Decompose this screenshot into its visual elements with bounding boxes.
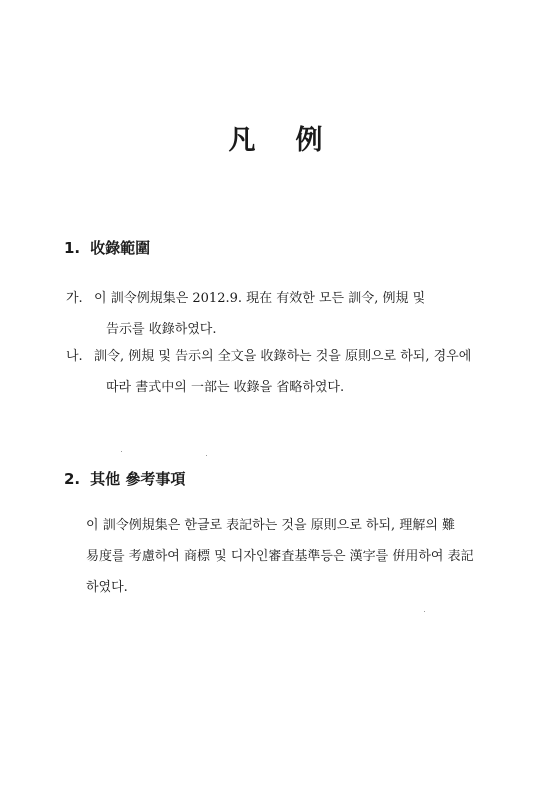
item-b-line-2: 따라 書式中의 一部는 收錄을 省略하였다. xyxy=(106,380,345,395)
section-1-number: 1. xyxy=(64,239,81,257)
item-b-marker: 나. xyxy=(66,349,83,364)
item-a-marker: 가. xyxy=(66,291,83,306)
paragraph-line-2: 易度를 考慮하여 商標 및 디자인審査基準등은 漢字를 倂用하여 表記 xyxy=(86,549,474,564)
section-2-number: 2. xyxy=(64,470,81,488)
scan-speck xyxy=(206,455,207,456)
item-a-line-2: 告示를 收錄하였다. xyxy=(106,322,217,337)
section-1-item-b xyxy=(66,341,506,403)
paragraph-line-1: 이 訓令例規集은 한글로 表記하는 것을 原則으로 하되, 理解의 難 xyxy=(86,518,456,533)
section-1-title: 收錄範圍 xyxy=(90,239,151,257)
section-2-heading xyxy=(64,468,185,489)
scan-speck xyxy=(424,611,425,612)
item-a-line-1: 이 訓令例規集은 2012.9. 現在 有效한 모든 訓令, 例規 및 xyxy=(94,291,426,306)
section-1-heading xyxy=(64,237,150,258)
section-1-item-a xyxy=(66,283,506,345)
scan-speck xyxy=(121,451,122,452)
title-char-1: 凡 xyxy=(228,125,256,156)
item-b-line-1: 訓令, 例規 및 告示의 全文을 收錄하는 것을 原則으로 하되, 경우에 xyxy=(94,349,472,364)
section-2-title: 其他 參考事項 xyxy=(90,470,186,488)
title-char-2: 例 xyxy=(295,125,323,156)
paragraph-line-3: 하였다. xyxy=(86,580,128,595)
page-title xyxy=(0,118,551,157)
section-2-paragraph xyxy=(86,510,506,603)
